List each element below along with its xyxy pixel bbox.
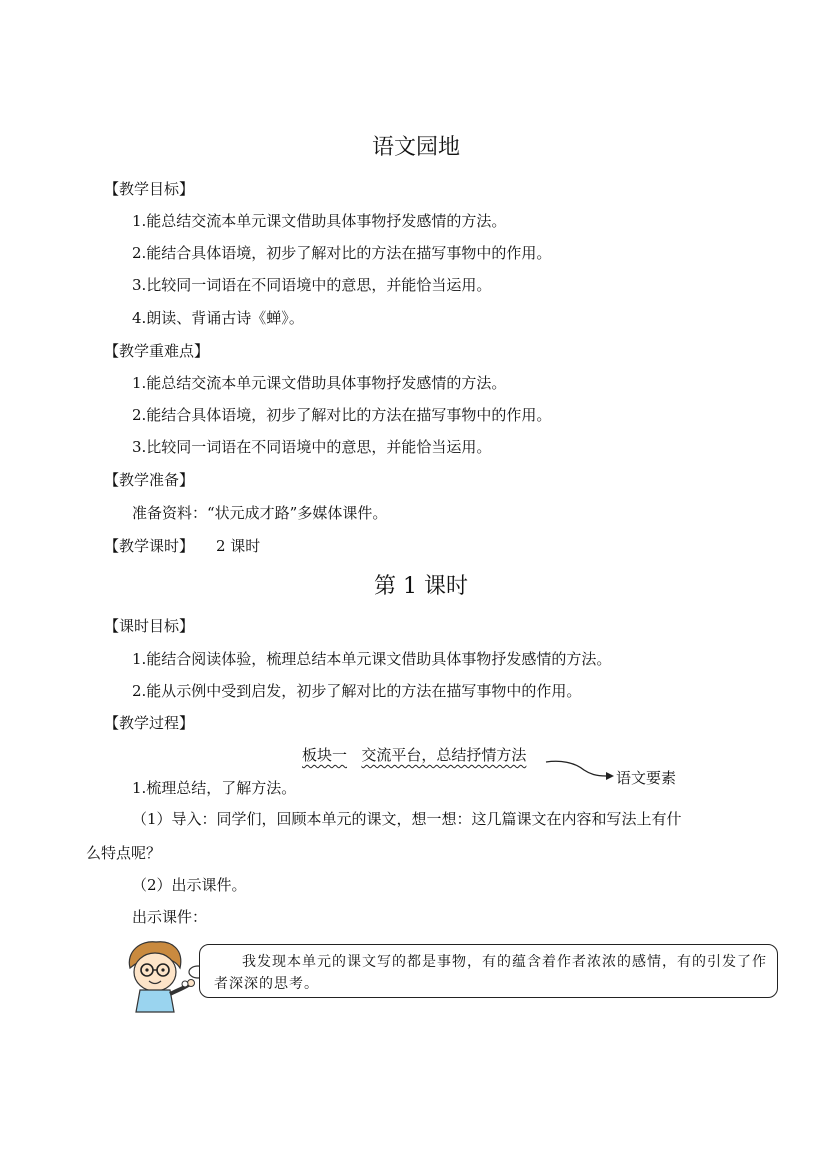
key-point-item-2: 2.能结合具体语境，初步了解对比的方法在描写事物中的作用。 [132, 406, 552, 424]
lesson-title: 第 1 课时 [374, 574, 468, 599]
goal-item-3: 3.比较同一词语在不同语境中的意思，并能恰当运用。 [132, 276, 492, 294]
step-1: 1.梳理总结，了解方法。 [132, 779, 297, 797]
block-heading-part2: 交流平台，总结抒情方法 [361, 746, 527, 764]
section-head-key-points: 【教学重难点】 [104, 342, 210, 360]
section-head-preparation: 【教学准备】 [104, 471, 195, 489]
lesson-goal-2: 2.能从示例中受到启发，初步了解对比的方法在描写事物中的作用。 [132, 682, 582, 700]
goal-item-4: 4.朗读、背诵古诗《蝉》。 [132, 309, 304, 327]
lesson-goal-1: 1.能结合阅读体验，梳理总结本单元课文借助具体事物抒发感情的方法。 [132, 650, 612, 668]
annotation-arrow [544, 756, 616, 784]
section-head-goals: 【教学目标】 [104, 180, 195, 198]
step-1-2: （2）出示课件。 [132, 876, 247, 894]
block-heading-gap [352, 746, 357, 764]
speech-bubble-text: 我发现本单元的课文写的都是事物，有的蕴含着作者浓浓的感情，有的引发了作者深深的思考。 [214, 954, 767, 992]
speech-bubble [199, 944, 778, 998]
goal-item-1: 1.能总结交流本单元课文借助具体事物抒发感情的方法。 [132, 212, 507, 230]
page-title: 语文园地 [372, 135, 461, 160]
key-point-item-3: 3.比较同一词语在不同语境中的意思，并能恰当运用。 [132, 438, 492, 456]
annotation-label: 语文要素 [616, 769, 677, 787]
step-1-1-line1: （1）导入：同学们，回顾本单元的课文，想一想：这几篇课文在内容和写法上有什 [132, 810, 682, 828]
goal-item-2: 2.能结合具体语境，初步了解对比的方法在描写事物中的作用。 [132, 244, 552, 262]
show-courseware-label: 出示课件： [132, 908, 208, 926]
section-head-hours: 【教学课时】 [104, 537, 195, 555]
step-1-1-line2: 么特点呢？ [86, 844, 162, 862]
preparation-text: 准备资料：“状元成才路”多媒体课件。 [132, 504, 388, 522]
process-head: 【教学过程】 [104, 714, 195, 732]
hours-value: 2 课时 [216, 537, 261, 555]
block-heading-part1: 板块一 [302, 746, 348, 764]
lesson-goals-head: 【课时目标】 [104, 617, 195, 635]
key-point-item-1: 1.能总结交流本单元课文借助具体事物抒发感情的方法。 [132, 374, 507, 392]
block-heading [302, 744, 526, 765]
